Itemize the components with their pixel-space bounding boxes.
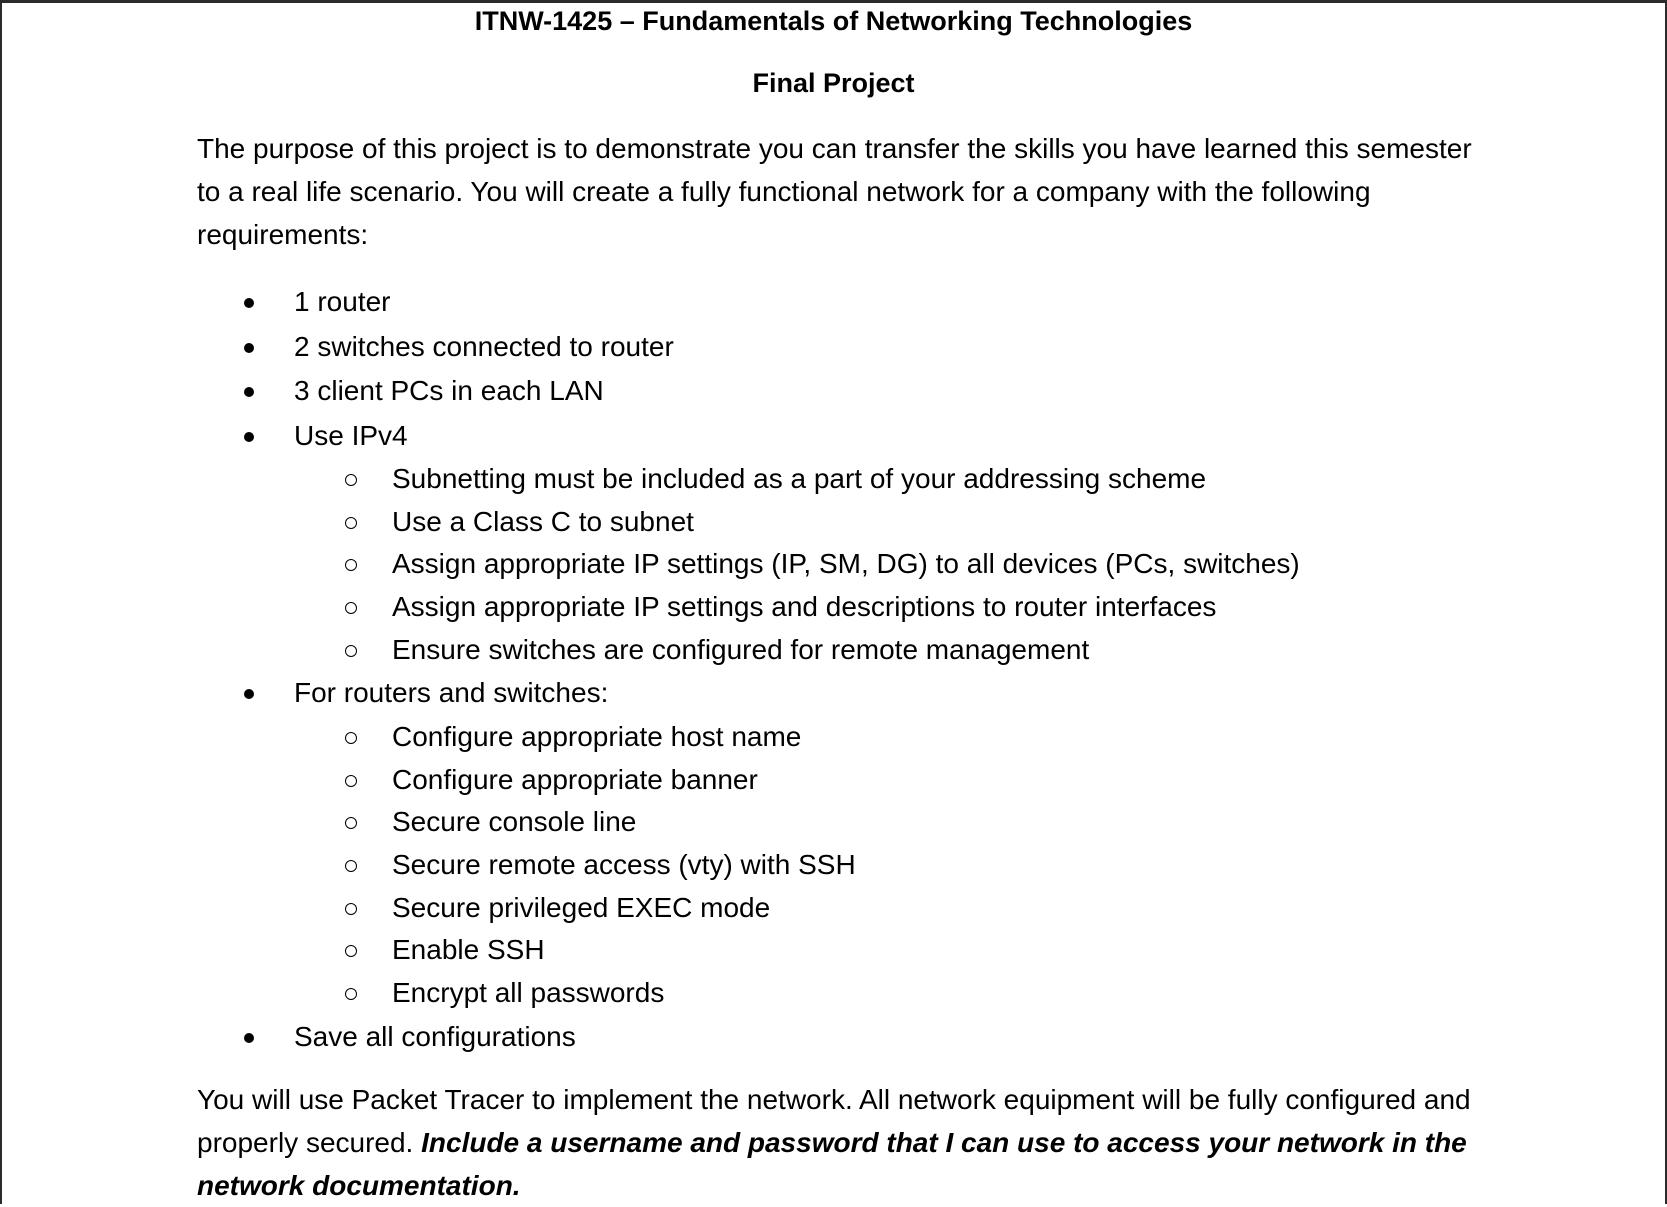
sub-requirement-item — [0, 629, 1667, 672]
hollow-circle-icon — [345, 474, 357, 486]
hollow-circle-icon — [345, 645, 357, 657]
sub-requirement-item — [0, 972, 1667, 1015]
sub-requirement-item — [0, 716, 1667, 759]
sub-requirement-item — [0, 887, 1667, 930]
bullet-icon — [244, 343, 254, 353]
requirement-text: Save all configurations — [294, 1020, 576, 1052]
hollow-circle-icon — [345, 775, 357, 787]
sub-requirement-item — [0, 586, 1667, 629]
hollow-circle-icon — [345, 860, 357, 872]
sub-requirement-text: Subnetting must be included as a part of your addressing scheme — [392, 463, 1207, 494]
sub-requirement-item — [0, 844, 1667, 887]
intro-paragraph: The purpose of this project is to demonstrate you can transfer the skills you have learned this semester to a real life scenario. You will create a fully functional network for a company with the following requirements: — [197, 133, 1472, 250]
sub-requirement-text: Ensure switches are configured for remote management — [392, 633, 1090, 665]
bullet-icon — [244, 689, 254, 699]
sub-requirement-text: Secure remote access (vty) with SSH — [392, 849, 856, 880]
bullet-icon — [244, 432, 254, 442]
document-title: ITNW-1425 – Fundamentals of Networking Technologies — [474, 6, 1193, 36]
hollow-circle-icon — [345, 517, 357, 529]
requirement-item — [0, 325, 1667, 370]
hollow-circle-icon — [345, 559, 357, 571]
requirement-item — [0, 414, 1667, 459]
outro-paragraph — [197, 1078, 1497, 1207]
sub-requirement-item — [0, 929, 1667, 972]
sub-requirement-item — [0, 759, 1667, 802]
sub-requirement-item — [0, 801, 1667, 844]
hollow-circle-icon — [345, 732, 357, 744]
sub-requirement-text: Assign appropriate IP settings (IP, SM, DG) to all devices (PCs, switches) — [392, 548, 1300, 580]
requirement-item — [0, 1015, 1667, 1060]
requirement-item — [0, 671, 1667, 716]
sub-requirement-text: Use a Class C to subnet — [392, 505, 694, 537]
requirement-text: 1 router — [294, 286, 391, 317]
requirement-item — [0, 369, 1667, 414]
requirement-text: 3 client PCs in each LAN — [294, 375, 604, 406]
sub-requirement-text: Enable SSH — [392, 934, 545, 966]
hollow-circle-icon — [345, 602, 357, 614]
bullet-icon — [244, 387, 254, 397]
requirement-text: Use IPv4 — [294, 419, 408, 451]
sub-requirement-text: Secure privileged EXEC mode — [392, 891, 771, 923]
hollow-circle-icon — [345, 988, 357, 1000]
outro-emphasis-text: Include a username and password that I can use to access your network in the network documentation. — [197, 1127, 1467, 1201]
bullet-icon — [244, 298, 254, 308]
sub-requirement-text: Assign appropriate IP settings and descriptions to router interfaces — [392, 591, 1217, 623]
requirement-text: For routers and switches: — [294, 677, 609, 709]
sub-requirement-text: Configure appropriate host name — [392, 720, 802, 752]
sub-requirement-text: Encrypt all passwords — [392, 977, 665, 1009]
hollow-circle-icon — [345, 903, 357, 915]
sub-requirement-text: Secure console line — [392, 806, 637, 838]
requirement-text: 2 switches connected to router — [294, 330, 674, 362]
document-subtitle: Final Project — [752, 68, 915, 98]
outro-plain-text: You will use Packet Tracer to implement the network. All network equipment will be fully configured and properly secured. — [197, 1084, 1471, 1158]
sub-requirement-item — [0, 543, 1667, 586]
requirements-list — [0, 280, 1667, 1059]
hollow-circle-icon — [345, 817, 357, 829]
bullet-icon — [244, 1033, 254, 1043]
sub-requirement-item — [0, 501, 1667, 544]
sub-requirement-item — [0, 458, 1667, 501]
sub-requirement-text: Configure appropriate banner — [392, 763, 758, 795]
hollow-circle-icon — [345, 945, 357, 957]
requirement-item — [0, 280, 1667, 325]
